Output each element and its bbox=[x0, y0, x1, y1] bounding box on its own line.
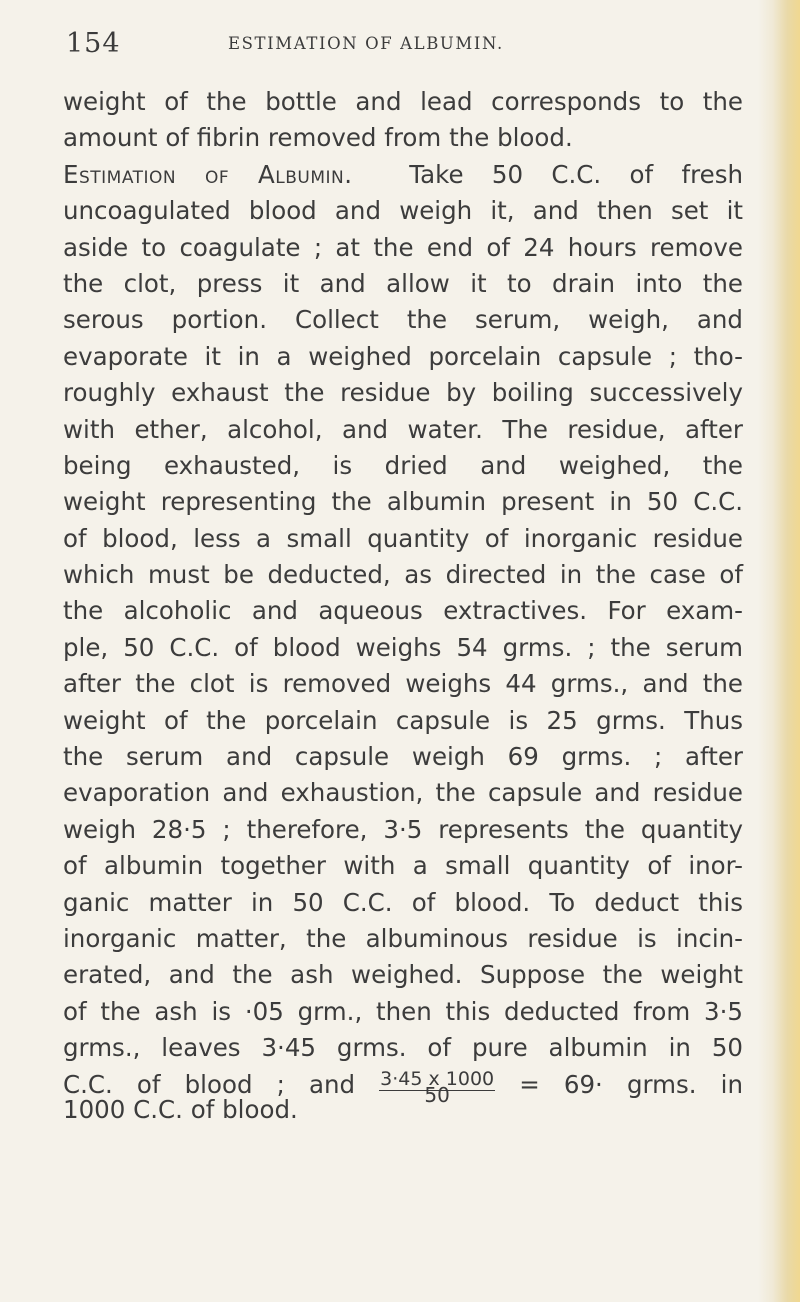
text-line: with ether, alcohol, and water. The residue, after bbox=[63, 414, 743, 444]
fraction-denominator: 50 bbox=[424, 1082, 450, 1107]
page-header bbox=[66, 28, 756, 68]
text-line: ganic matter in 50 C.C. of blood. To deduct this bbox=[63, 887, 743, 917]
text-line: weight of the porcelain capsule is 25 grms. Thus bbox=[63, 705, 743, 735]
text-line: aside to coagulate ; at the end of 24 hours remove bbox=[63, 232, 743, 262]
text-line: inorganic matter, the albuminous residue is incin- bbox=[63, 923, 743, 953]
text-line: roughly exhaust the residue by boiling successively bbox=[63, 378, 743, 408]
text-line: weight of the bottle and lead corresponds to the bbox=[63, 87, 743, 116]
text-line: amount of fibrin removed from the blood. bbox=[63, 123, 573, 153]
text-line: erated, and the ash weighed. Suppose the weight bbox=[63, 960, 743, 990]
final-text-line: 1000 C.C. of blood. bbox=[63, 1095, 298, 1124]
text-line: being exhausted, is dried and weighed, the bbox=[63, 450, 743, 480]
page-number: 154 bbox=[66, 28, 121, 59]
text-line: evaporation and exhaustion, the capsule and residue bbox=[63, 778, 743, 808]
formula-prefix: C.C. of blood ; and bbox=[63, 1069, 356, 1099]
text-line: which must be deducted, as directed in the case of bbox=[63, 560, 743, 590]
text-line: the serum and capsule weigh 69 grms. ; after bbox=[63, 742, 743, 772]
text-line: of blood, less a small quantity of inorganic residue bbox=[63, 523, 743, 553]
fraction bbox=[379, 1067, 495, 1107]
text-line: uncoagulated blood and weigh it, and then set it bbox=[63, 196, 743, 226]
text-line: the clot, press it and allow it to drain into the bbox=[63, 268, 743, 298]
fraction-numerator: 3·45 x 1000 bbox=[380, 1067, 495, 1090]
text-line: ple, 50 C.C. of blood weighs 54 grms. ; the serum bbox=[63, 632, 743, 662]
text-line-with-heading bbox=[63, 157, 743, 193]
text-line: serous portion. Collect the serum, weigh, and bbox=[63, 305, 743, 335]
body-text bbox=[63, 84, 743, 1107]
text-line: of the ash is ·05 grm., then this deducted from 3·5 bbox=[63, 996, 743, 1026]
text-fragment: Take 50 C.C. of fresh bbox=[409, 159, 743, 189]
text-line: of albumin together with a small quantity of inor- bbox=[63, 851, 743, 881]
section-heading: Estimation of Albumin. bbox=[63, 159, 353, 189]
formula-suffix: = 69· grms. in bbox=[519, 1069, 743, 1099]
text-line: grms., leaves 3·45 grms. of pure albumin in 50 bbox=[63, 1033, 743, 1063]
text-line: the alcoholic and aqueous extractives. For exam- bbox=[63, 596, 743, 626]
text-line: weigh 28·5 ; therefore, 3·5 represents the quantity bbox=[63, 814, 743, 844]
text-line: after the clot is removed weighs 44 grms., and the bbox=[63, 669, 743, 699]
page-edge bbox=[758, 0, 800, 1302]
text-line: weight representing the albumin present in 50 C.C. bbox=[63, 487, 743, 517]
text-line: evaporate it in a weighed porcelain capsule ; tho- bbox=[63, 341, 743, 371]
running-head: ESTIMATION OF ALBUMIN. bbox=[228, 34, 504, 53]
